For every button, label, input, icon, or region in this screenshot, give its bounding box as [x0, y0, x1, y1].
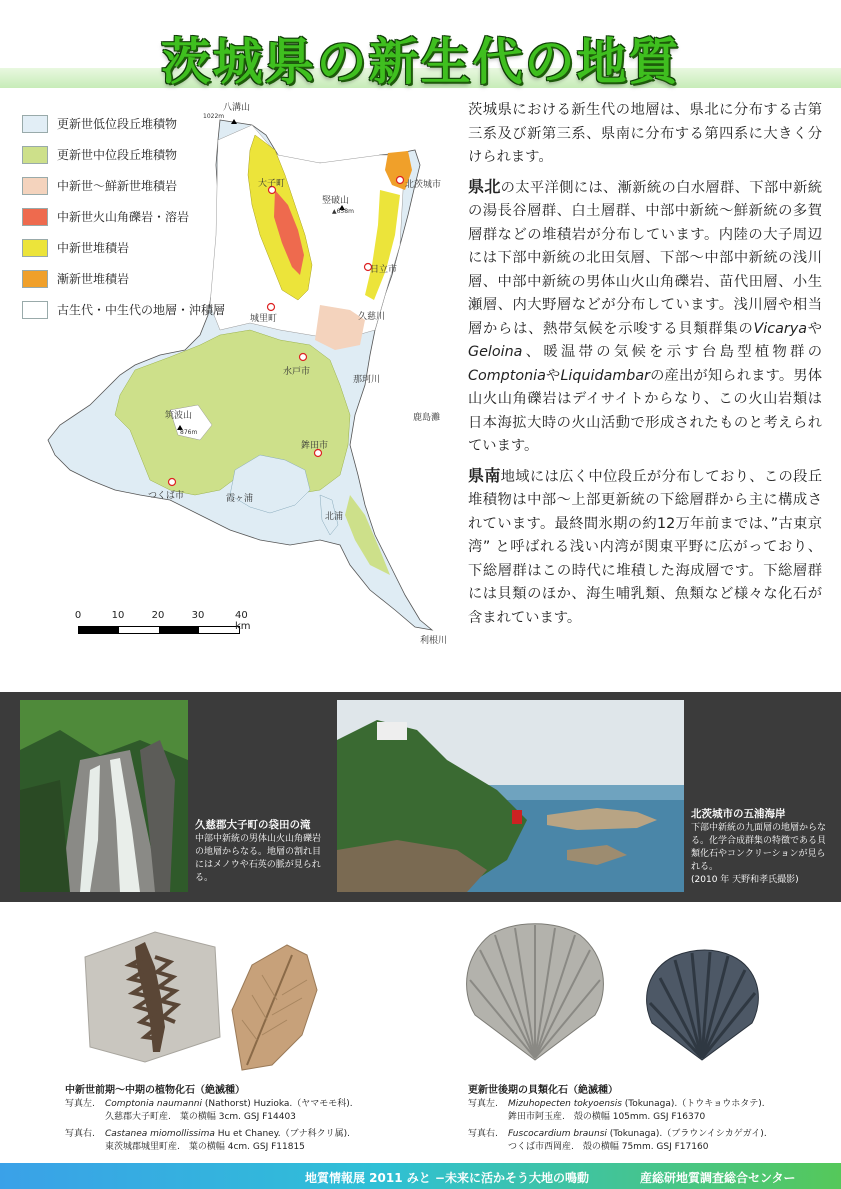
label-hitachi: 日立市 — [370, 265, 398, 275]
label-shirosato: 城里町 — [250, 314, 278, 324]
legend-label: 中新世堆積岩 — [57, 241, 130, 255]
label-tsukuba-mt: 筑波山 — [165, 411, 193, 421]
plant-title: 中新世前期〜中期の植物化石（絶滅種） — [65, 1085, 245, 1096]
label-yamizo: 八溝山 — [223, 103, 251, 113]
legend-swatch — [22, 177, 48, 195]
photo2-title: 北茨城市の五浦海岸 — [691, 808, 786, 820]
map-legend — [22, 108, 225, 325]
vicarya-term: Vicarya — [753, 320, 807, 337]
shell-caption — [468, 1084, 828, 1154]
shell-right-line2: つくば市西岡産. 殻の横幅 75mm. GSJ F17160 — [508, 1142, 709, 1152]
scale-tick-30: 30 — [191, 610, 205, 621]
mid-terrace-area — [115, 330, 350, 495]
castanea-fossil-photo — [222, 940, 332, 1080]
north-conj-1: や — [806, 320, 823, 337]
legend-label: 中新世火山角礫岩・溶岩 — [57, 210, 190, 224]
legend-item — [22, 201, 225, 232]
plant-right-rest: Hu et Chaney.（ブナ科クリ属). — [214, 1129, 351, 1139]
shell-left-line2: 鉾田市阿玉産. 殻の横幅 105mm. GSJ F16370 — [508, 1112, 706, 1122]
plant-caption — [65, 1084, 395, 1154]
north-heading: 県北 — [468, 176, 501, 196]
liquidambar-term: Liquidambar — [560, 367, 650, 384]
plant-left-rest: (Nathorst) Huzioka.（ヤマモモ科). — [202, 1099, 353, 1109]
legend-swatch — [22, 270, 48, 288]
shell-right-label: 写真右. — [468, 1129, 498, 1139]
north-text-1: の太平洋側には、漸新統の白水層群、下部中新統の湯長谷層群、白土層群、中部中新統〜鮮新統の多賀層群などの堆積岩が分布しています。内陸の大子周辺には下部中新統の北田気層、下部〜中部中新統の浅川層、中部中新統の男体山火山角礫岩、苗代田層、小生瀬層、内大野層などが分布しています。浅川層や相当層からは、熱帯気候を示唆する貝類群集の — [468, 179, 822, 337]
south-paragraph — [468, 464, 822, 631]
legend-item — [22, 294, 225, 325]
photo2-credit: (2010 年 天野和孝氏撮影) — [691, 875, 799, 885]
comptonia-term: Comptonia — [468, 367, 546, 384]
label-kitaibaraki: 北茨城市 — [405, 180, 442, 190]
label-kasumigaura: 霞ヶ浦 — [226, 494, 254, 504]
legend-label: 中新世〜鮮新世堆積岩 — [57, 179, 178, 193]
label-naka-river: 那珂川 — [353, 375, 381, 385]
mizuhopecten-fossil-photo — [455, 920, 615, 1070]
scale-bar — [74, 610, 268, 634]
label-daigo: 大子町 — [258, 179, 286, 189]
paleozoic-area — [210, 125, 405, 340]
photo2-text: 下部中新統の九面層の地層からなる。化学合成群集の特徴である貝類化石やコンクリーションが見られる。 — [691, 823, 827, 872]
label-tsukuba-elev: 876m — [180, 429, 198, 436]
photo2-caption — [691, 808, 831, 887]
label-kashimanada: 鹿島灘 — [413, 413, 441, 423]
legend-item — [22, 263, 225, 294]
legend-label: 更新世中位段丘堆積物 — [57, 148, 178, 162]
shell-right-rest: (Tokunaga).（ブラウンイシカゲガイ). — [606, 1129, 767, 1139]
legend-swatch — [22, 301, 48, 319]
legend-item — [22, 108, 225, 139]
geloina-term: Geloina — [468, 344, 523, 360]
mito-marker — [300, 354, 307, 361]
shell-left-rest: (Tokunaga).（トウキョウホタテ). — [621, 1099, 765, 1109]
label-yamizo-elev: 1022m — [203, 113, 225, 120]
label-tone-river: 利根川 — [420, 636, 448, 646]
footer-organization: 産総研地質調査総合センター — [640, 1171, 796, 1185]
legend-swatch — [22, 115, 48, 133]
shell-title: 更新世後期の貝類化石（絶滅種） — [468, 1085, 618, 1096]
coast-photo — [337, 700, 684, 892]
shell-left-name: Mizuhopecten tokyoensis — [508, 1099, 622, 1109]
legend-item — [22, 232, 225, 263]
legend-item — [22, 139, 225, 170]
shirosato-marker — [268, 304, 275, 311]
body-text — [468, 99, 822, 635]
plant-left-line2: 久慈郡大子町産. 葉の横幅 3cm. GSJ F14403 — [105, 1112, 296, 1122]
plant-left-label: 写真左. — [65, 1099, 95, 1109]
label-kitaura: 北浦 — [325, 512, 344, 522]
waterfall-photo — [20, 700, 188, 892]
plant-right-name: Castanea miomollissima — [105, 1129, 215, 1139]
photo1-text: 中部中新統の男体山火山角礫岩の地層からなる。地層の割れ目にはメノウや石英の脈が見られる。 — [195, 834, 322, 883]
shell-right-name: Fuscocardium braunsi — [508, 1129, 607, 1139]
photo1-caption — [195, 819, 327, 885]
legend-swatch — [22, 208, 48, 226]
plant-right-label: 写真右. — [65, 1129, 95, 1139]
north-text-2: 、暖温帯の気候を示す台島型植物群の — [522, 344, 822, 360]
label-kenpa-elev: ▲658m — [332, 208, 354, 215]
scale-tick-20: 20 — [151, 610, 165, 621]
footer-bar — [0, 1163, 841, 1189]
scale-tick-0: 0 — [74, 610, 82, 621]
legend-label: 古生代・中生代の地層・沖積層 — [57, 303, 226, 317]
scale-tick-10: 10 — [111, 610, 125, 621]
label-tsukuba-city: つくば市 — [148, 491, 185, 501]
plant-left-name: Comptonia naumanni — [105, 1099, 203, 1109]
page-title: 茨城県の新生代の地質 — [160, 33, 681, 91]
north-paragraph — [468, 175, 822, 459]
south-text: 地域には広く中位段丘が分布しており、この段丘堆積物は中部〜上部更新統の下総層群から主に構成されています。最終間氷期の約12万年前までは、”古東京湾” と呼ばれる浅い内湾が関東平野に広がっており、下総層群はこの時代に堆積した海成層です。下総層群には貝類のほか、海生哺乳類、魚類など様々な化石が含まれています。 — [468, 468, 822, 626]
scale-tick-40: 40 km — [235, 610, 251, 632]
north-conj-2: や — [545, 367, 561, 384]
north-text-3: の産出が知られます。男体山火山角礫岩はデイサイトからなり、この火山岩類は日本海拡大時の火山活動で形成されたものと考えられています。 — [468, 367, 822, 454]
label-mito: 水戸市 — [283, 367, 311, 377]
fuscocardium-fossil-photo — [640, 948, 765, 1068]
intro-paragraph: 茨城県における新生代の地層は、県北に分布する古第三系及び新第三系、県南に分布する第四系に大きく分けられます。 — [468, 102, 822, 165]
label-kuji-river: 久慈川 — [358, 312, 386, 322]
plant-right-line2: 東茨城郡城里町産. 葉の横幅 4cm. GSJ F11815 — [105, 1142, 305, 1152]
footer-event: 地質情報展 2011 みと −未来に活かそう大地の鳴動 — [305, 1171, 589, 1185]
photo1-title: 久慈郡大子町の袋田の滝 — [195, 819, 311, 831]
legend-swatch — [22, 239, 48, 257]
tsukuba-marker — [169, 479, 176, 486]
legend-item — [22, 170, 225, 201]
label-kenpa: 竪破山 — [322, 196, 350, 206]
legend-label: 更新世低位段丘堆積物 — [57, 117, 178, 131]
legend-label: 漸新世堆積岩 — [57, 272, 130, 286]
label-hokota: 鉾田市 — [301, 441, 329, 451]
scale-bar-segments — [78, 626, 240, 634]
shell-left-label: 写真左. — [468, 1099, 498, 1109]
comptonia-fossil-photo — [75, 927, 225, 1067]
legend-swatch — [22, 146, 48, 164]
south-heading: 県南 — [468, 465, 501, 485]
kitaibaraki-marker — [397, 177, 404, 184]
